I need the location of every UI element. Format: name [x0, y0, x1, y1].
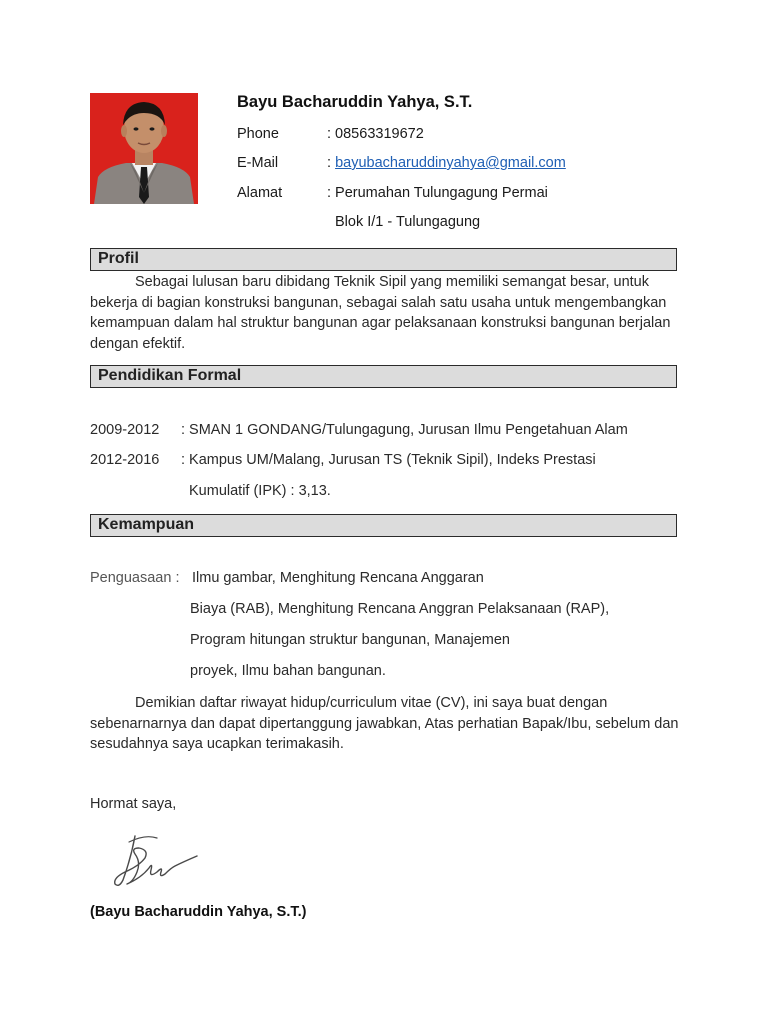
- phone-label: Phone: [237, 126, 279, 142]
- profile-photo: [90, 93, 198, 204]
- education-years-2: 2012-2016: [90, 452, 160, 468]
- section-header-profil: [90, 248, 677, 271]
- address-row: [237, 185, 548, 201]
- signature-name: (Bayu Bacharuddin Yahya, S.T.): [90, 904, 307, 920]
- education-desc-2-cont: Kumulatif (IPK) : 3,13.: [189, 483, 331, 499]
- section-header-pendidikan: [90, 365, 677, 388]
- section-title-profil: Profil: [98, 250, 139, 267]
- address-line-1: : Perumahan Tulungagung Permai: [327, 185, 548, 201]
- email-colon: :: [327, 155, 336, 171]
- phone-value: : 08563319672: [327, 126, 424, 142]
- skills-line-3: Program hitungan struktur bangunan, Manajemen: [190, 632, 510, 648]
- skills-line-2: Biaya (RAB), Menghitung Rencana Anggran Pelaksanaan (RAP),: [190, 601, 610, 617]
- education-desc-1: : SMAN 1 GONDANG/Tulungagung, Jurusan Ilmu Pengetahuan Alam: [181, 422, 628, 438]
- address-label: Alamat: [237, 185, 283, 201]
- closing-paragraph: Demikian daftar riwayat hidup/curriculum vitae (CV), ini saya buat dengan sebenarnarnya dan dapat dipertanggung jawabkan, Atas perhatian Bapak/Ibu, sebelum dan sesudahnya saya ucapkan terimakasih.: [90, 695, 679, 752]
- handwritten-signature: [105, 828, 205, 890]
- skills-line-4: proyek, Ilmu bahan bangunan.: [190, 663, 386, 679]
- section-header-kemampuan: [90, 514, 677, 537]
- regards-text: Hormat saya,: [90, 796, 177, 812]
- address-line-2: Blok I/1 - Tulungagung: [335, 214, 481, 230]
- skills-line-1: Ilmu gambar, Menghitung Rencana Anggaran: [192, 570, 484, 586]
- section-title-kemampuan: Kemampuan: [98, 516, 195, 533]
- education-desc-2: : Kampus UM/Malang, Jurusan TS (Teknik Sipil), Indeks Prestasi: [181, 452, 596, 468]
- candidate-name: Bayu Bacharuddin Yahya, S.T.: [237, 93, 473, 111]
- email-link[interactable]: bayubacharuddinyahya@gmail.com: [335, 155, 566, 171]
- education-years-1: 2009-2012: [90, 422, 160, 438]
- phone-row: [237, 126, 424, 142]
- email-label: E-Mail: [237, 155, 279, 171]
- email-row: [237, 155, 566, 171]
- profil-paragraph: Sebagai lulusan baru dibidang Teknik Sipil yang memiliki semangat besar, untuk bekerja di bagian konstruksi bangunan, sebagai salah satu usaha untuk mengembangkan kemampuan dalam hal struktur bangunan agar pelaksanaan konstruksi bangunan berjalan dengan efektif.: [90, 274, 671, 352]
- section-title-pendidikan: Pendidikan Formal: [98, 367, 242, 384]
- skills-label: Penguasaan :: [90, 570, 180, 586]
